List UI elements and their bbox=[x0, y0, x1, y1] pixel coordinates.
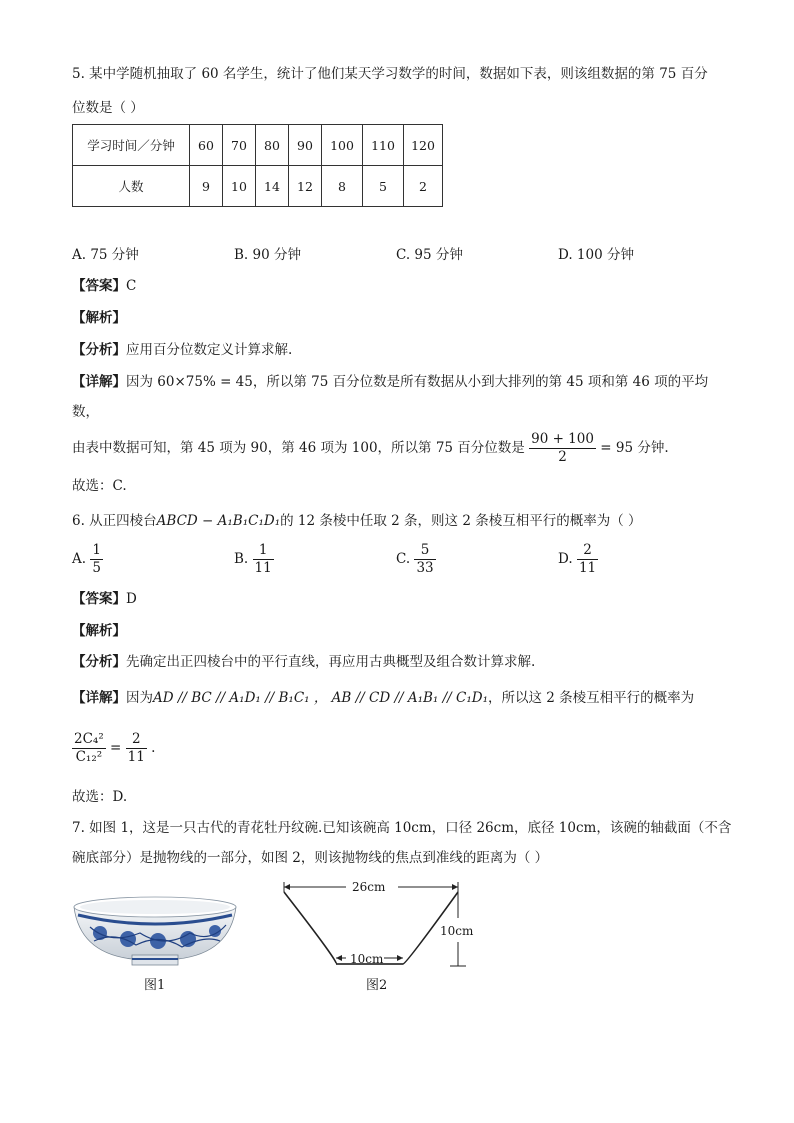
q6-suffix: 的 12 条棱中任取 2 条，则这 2 条棱互相平行的概率为（ ） bbox=[280, 513, 642, 529]
q6-detail-line bbox=[72, 688, 694, 708]
table-row bbox=[73, 166, 443, 207]
detail-tag: 【详解】 bbox=[72, 690, 126, 706]
table-cell: 10 bbox=[223, 166, 256, 207]
fraction-denominator: C₁₂² bbox=[72, 748, 106, 766]
table-cell: 9 bbox=[190, 166, 223, 207]
q5-analysis-tag bbox=[72, 308, 126, 328]
q5-option-a: A. 75 分钟 bbox=[72, 247, 139, 263]
q7-stem-line1: 7. 如图 1，这是一只古代的青花牡丹纹碗.已知该碗高 10cm，口径 26cm，底径 10cm，该碗的轴截面（不含 bbox=[72, 820, 732, 836]
table-cell: 80 bbox=[256, 125, 289, 166]
fraction-numerator: 1 bbox=[258, 542, 268, 558]
q6-formula bbox=[72, 726, 155, 770]
fenxi-tag: 【分析】 bbox=[72, 654, 126, 670]
fraction bbox=[126, 731, 147, 766]
q5-detail-line1 bbox=[72, 372, 708, 392]
fraction bbox=[529, 431, 596, 466]
detail-suffix: ，所以这 2 条棱互相平行的概率为 bbox=[488, 690, 695, 706]
table-cell: 100 bbox=[322, 125, 363, 166]
fraction-denominator: 2 bbox=[529, 448, 596, 466]
table-cell: 60 bbox=[190, 125, 223, 166]
q7-stem-line2: 碗底部分）是抛物线的一部分，如图 2，则该抛物线的焦点到准线的距离为（ ） bbox=[72, 850, 549, 866]
table-cell: 14 bbox=[256, 166, 289, 207]
fraction bbox=[577, 542, 598, 577]
q5-detail-line2: 数， bbox=[72, 404, 99, 420]
q6-option-b bbox=[234, 542, 274, 577]
fenxi-text: 先确定出正四棱台中的平行直线，再应用古典概型及组合数计算求解. bbox=[126, 654, 536, 670]
figure2-bottom-label: 10cm bbox=[350, 952, 384, 966]
q5-option-c: C. 95 分钟 bbox=[396, 247, 463, 263]
q5-fenxi-line bbox=[72, 340, 292, 360]
answer-tag: 【答案】 bbox=[72, 591, 126, 607]
fenxi-tag: 【分析】 bbox=[72, 342, 126, 358]
fraction-numerator: 1 bbox=[92, 542, 101, 558]
q6-answer-line bbox=[72, 589, 137, 609]
fraction-numerator: 2 bbox=[131, 731, 141, 747]
q6-fenxi-line bbox=[72, 652, 535, 672]
q5-conclusion: 故选：C. bbox=[72, 478, 127, 494]
table-row bbox=[73, 125, 443, 166]
q5-option-d: D. 100 分钟 bbox=[558, 247, 634, 263]
q5-stem-line2: 位数是（ ） bbox=[72, 100, 144, 116]
fraction-denominator: 11 bbox=[578, 560, 597, 576]
fraction bbox=[90, 542, 103, 577]
option-label: D. bbox=[558, 551, 573, 567]
figure2-caption: 图2 bbox=[366, 978, 388, 993]
detail-tag: 【详解】 bbox=[72, 374, 126, 390]
q6-math: ABCD − A₁B₁C₁D₁ bbox=[156, 513, 281, 529]
q6-conclusion: 故选：D. bbox=[72, 789, 128, 805]
table-header-count: 人数 bbox=[73, 166, 190, 207]
fraction-numerator: 5 bbox=[420, 542, 430, 558]
table-cell: 110 bbox=[363, 125, 404, 166]
q5-stem-line1: 5. 某中学随机抽取了 60 名学生，统计了他们某天学习数学的时间，数据如下表，则该组数据的第 75 百分 bbox=[72, 66, 708, 82]
option-label: B. bbox=[234, 551, 249, 567]
figure1-caption: 图1 bbox=[144, 978, 166, 993]
fraction-denominator: 11 bbox=[127, 749, 145, 765]
answer-value: C bbox=[126, 278, 137, 294]
q6-option-c bbox=[396, 542, 436, 577]
detail-line3-suffix: = 95 分钟. bbox=[600, 440, 669, 456]
table-cell: 8 bbox=[322, 166, 363, 207]
q6-stem bbox=[72, 511, 642, 531]
fraction bbox=[72, 731, 106, 766]
fraction-denominator: 33 bbox=[416, 560, 434, 576]
detail-math: AD // BC // A₁D₁ // B₁C₁ ， AB // CD // A₁B₁ // C₁D₁ bbox=[153, 690, 488, 706]
fenxi-text: 应用百分位数定义计算求解. bbox=[126, 342, 293, 358]
option-label: C. bbox=[396, 551, 411, 567]
table-cell: 2 bbox=[404, 166, 443, 207]
figure2-height-label: 10cm bbox=[440, 924, 474, 938]
table-header-time: 学习时间／分钟 bbox=[73, 125, 190, 166]
q6-analysis-tag bbox=[72, 621, 126, 641]
q5-option-b: B. 90 分钟 bbox=[234, 247, 301, 263]
period: . bbox=[151, 740, 156, 756]
q5-detail-line3 bbox=[72, 428, 669, 468]
table-cell: 12 bbox=[289, 166, 322, 207]
table-cell: 70 bbox=[223, 125, 256, 166]
fraction bbox=[414, 542, 435, 577]
q6-prefix: 6. 从正四棱台 bbox=[72, 513, 157, 529]
answer-value: D bbox=[126, 591, 137, 607]
detail-text: 因为 60×75% = 45，所以第 75 百分位数是所有数据从小到大排列的第 45 项和第 46 项的平均 bbox=[126, 374, 709, 390]
detail-prefix: 因为 bbox=[126, 690, 153, 706]
fraction-numerator: 90 + 100 bbox=[531, 431, 594, 447]
figure2-top-label: 26cm bbox=[352, 880, 386, 894]
equals-sign: = bbox=[110, 740, 122, 756]
analysis-tag: 【解析】 bbox=[72, 310, 126, 326]
option-label: A. bbox=[72, 551, 87, 567]
q6-option-a bbox=[72, 542, 103, 577]
q5-data-table bbox=[72, 124, 443, 207]
table-cell: 120 bbox=[404, 125, 443, 166]
fraction-denominator: 11 bbox=[254, 560, 272, 576]
q6-option-d bbox=[558, 542, 598, 577]
bowl-photo bbox=[70, 893, 240, 968]
detail-line3-prefix: 由表中数据可知，第 45 项为 90，第 46 项为 100，所以第 75 百分位数是 bbox=[72, 440, 525, 456]
analysis-tag: 【解析】 bbox=[72, 623, 126, 639]
fraction bbox=[253, 542, 274, 577]
fraction-numerator: 2 bbox=[583, 542, 592, 558]
fraction-numerator: 2C₄² bbox=[74, 731, 104, 747]
q5-answer-line bbox=[72, 276, 136, 296]
table-cell: 90 bbox=[289, 125, 322, 166]
table-cell: 5 bbox=[363, 166, 404, 207]
fraction-denominator: 5 bbox=[92, 560, 101, 576]
answer-tag: 【答案】 bbox=[72, 278, 126, 294]
